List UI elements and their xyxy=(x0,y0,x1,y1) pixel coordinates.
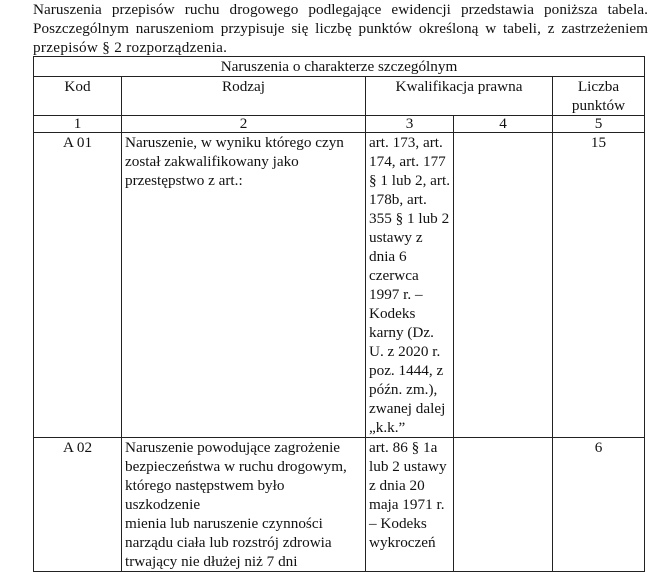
header-liczba-line2: punktów xyxy=(571,97,626,114)
intro-line-2: Poszczególnym naruszeniom przypisuje się liczbę punktów określoną w tabeli, z zastrzeżeniem xyxy=(33,20,648,37)
row-column-4 xyxy=(454,438,553,572)
row-description xyxy=(122,438,366,572)
column-number-5: 5 xyxy=(553,116,645,133)
violations-table xyxy=(33,56,645,572)
row-description xyxy=(122,133,366,438)
column-number-2: 2 xyxy=(122,116,366,133)
header-liczba-line1: Liczba xyxy=(577,78,620,95)
intro-line-1: Naruszenia przepisów ruchu drogowego podlegające ewidencji przedstawia poniższa tabela. xyxy=(33,1,648,18)
header-kwalifikacja: Kwalifikacja prawna xyxy=(366,77,553,116)
citation-line: 174, art. 177 xyxy=(369,153,446,170)
description-line: Naruszenie powodujące zagrożenie xyxy=(125,439,341,456)
table-row xyxy=(34,133,645,438)
citation-line: ustawy z xyxy=(369,229,423,246)
citation-line: art. 86 § 1a xyxy=(369,439,438,456)
citation-line: lub 2 ustawy xyxy=(369,458,447,475)
intro-line-3: przepisów § 2 rozporządzenia. xyxy=(33,39,228,56)
row-points: 15 xyxy=(553,133,645,438)
citation-line: zwanej dalej xyxy=(369,400,446,417)
citation-line: czerwca xyxy=(369,267,419,284)
citation-line: 178b, art. xyxy=(369,191,427,208)
header-rodzaj: Rodzaj xyxy=(122,77,366,116)
description-line: trwający nie dłużej niż 7 dni xyxy=(125,553,298,570)
citation-line: karny (Dz. xyxy=(369,324,434,341)
description-line: bezpieczeństwa w ruchu drogowym, xyxy=(125,458,347,475)
row-code: A 01 xyxy=(34,133,122,438)
citation-line: – Kodeks xyxy=(369,515,427,532)
citation-line: U. z 2020 r. xyxy=(369,343,441,360)
citation-line: z dnia 20 xyxy=(369,477,425,494)
header-kod: Kod xyxy=(34,77,122,116)
citation-line: dnia 6 xyxy=(369,248,407,265)
description-line: mienia lub naruszenie czynności xyxy=(125,515,323,532)
citation-line: 1997 r. – xyxy=(369,286,423,303)
table-row xyxy=(34,438,645,572)
header-liczba-punktow xyxy=(553,77,645,116)
citation-line: poz. 1444, z xyxy=(369,362,444,379)
citation-line: późn. zm.), xyxy=(369,381,438,398)
table-title: Naruszenia o charakterze szczególnym xyxy=(34,57,645,77)
description-line: którego następstwem było uszkodzenie xyxy=(125,477,285,513)
row-legal-qualification xyxy=(366,438,454,572)
column-number-4: 4 xyxy=(454,116,553,133)
description-line: został zakwalifikowany jako xyxy=(125,153,299,170)
citation-line: 355 § 1 lub 2 xyxy=(369,210,450,227)
citation-line: „k.k.” xyxy=(369,419,406,436)
citation-line: wykroczeń xyxy=(369,534,436,551)
description-line: narządu ciała lub rozstrój zdrowia xyxy=(125,534,332,551)
row-points: 6 xyxy=(553,438,645,572)
citation-line: art. 173, art. xyxy=(369,134,443,151)
description-line: Naruszenie, w wyniku którego czyn xyxy=(125,134,344,151)
column-number-1: 1 xyxy=(34,116,122,133)
column-number-3: 3 xyxy=(366,116,454,133)
row-code: A 02 xyxy=(34,438,122,572)
citation-line: § 1 lub 2, art. xyxy=(369,172,450,189)
description-line: przestępstwo z art.: xyxy=(125,172,243,189)
citation-line: maja 1971 r. xyxy=(369,496,445,513)
citation-line: Kodeks xyxy=(369,305,416,322)
intro-paragraph xyxy=(33,0,648,57)
row-column-4 xyxy=(454,133,553,438)
row-legal-qualification xyxy=(366,133,454,438)
